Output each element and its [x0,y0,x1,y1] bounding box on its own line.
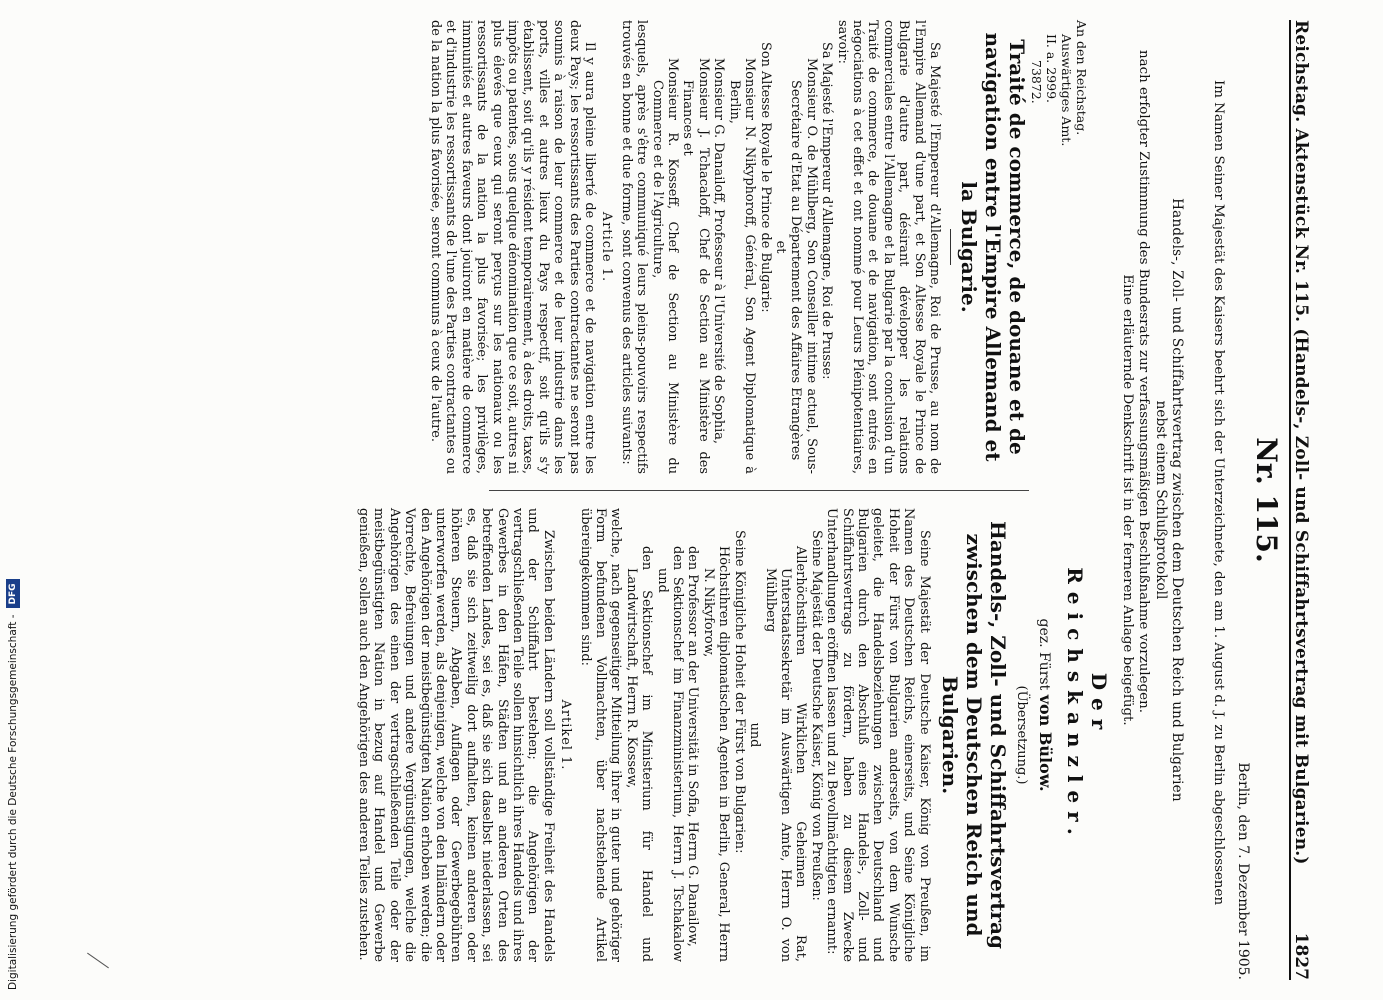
intro-line-3: nebst einem Schlußprotokoll [1153,400,1169,600]
german-plenipotentiary: Allerhöchstihren Wirklichen Geheimen Rat, Unterstaatssekretär im Auswärtigen Amte, Herrn O. von Mühlberg [762,546,809,962]
german-plenipotentiary: den Sektionschef im Ministerium für Handel und Landwirtschaft, Herrn R. Kossew, [623,546,655,962]
french-paragraph: Sa Majesté l'Empereur d'Allemagne, Roi de Prusse, au nom de l'Empire Allemand d'une part, et Son Altesse Royale le Prince de Bulgarie d'autre part, désirant développer les relations commerciales entre l'Allemagne et la Bulgarie par la conclusion d'un Traité de commerce, de douane et de navigation, sont entrés en négociations à cet effet et ont nommé pour Leurs Plénipotentiaires, savoir: [834,20,942,474]
translation-note: (Übersetzung.) [1014,685,1029,785]
addressee-line: An den Reichstag. [1074,20,1089,136]
signature-title: Der Reichskanzler. [1063,567,1111,843]
french-paragraph: lesquels, après s'être communiqué leurs pleins-pouvoirs respectifs trouvés en bonne et due forme, sont convenus des articles suivants: [618,20,650,474]
german-article-heading: Artikel 1. [558,699,574,771]
title-rule [950,229,951,265]
german-paragraph: welche, nach gegenseitiger Mitteilung ihrer in guter und gehöriger Form befundenen Vollmachten, über nachstehende Artikel übereingekommen sind: [577,508,624,962]
french-conjunction: et [772,240,788,254]
french-plenipotentiary: Monsieur J. Tchacaloff, Chef de Section au Ministère des Finances et [680,58,711,474]
intro-line-1: Im Namen Seiner Majestät des Kaisers beehrt sich der Unterzeichnete, den am 1. August d. J. zu Berlin abgeschlossenen [1211,80,1226,906]
french-paragraph: Son Altesse Royale le Prince de Bulgarie: [757,42,773,313]
french-column [428,20,1029,474]
addressee-block [1029,20,1089,146]
french-article-heading: Article 1. [599,211,615,283]
german-paragraph: Seine Königliche Hoheit der Fürst von Bulgarien: [731,530,747,854]
german-plenipotentiary: den Sektionschef im Finanzministerium, Herrn J. Tschakalow und [654,546,686,962]
german-conjunction: und [747,722,763,748]
dfg-logo: DFG [6,579,20,608]
column-divider [489,490,1029,491]
reference-number: II. a. 2999. [1044,34,1059,104]
intro-line-5: Eine erläuternde Denkschrift ist in der ferneren Anlage beigefügt. [1120,274,1135,726]
intro-line-4: nach erfolgter Zustimmung des Bundesrats zur verfassungsmäßigen Beschlußnahme vorzulegen. [1136,50,1151,713]
signature-prefix: gez. Fürst [1036,618,1052,695]
running-header: Reichstag. Aktenstück Nr. 115. (Handels-, Zoll- und Schiffahrtsvertrag mit Bulgarien.) [1291,20,1311,865]
signature-name-line [1036,540,1055,870]
office-line: Auswärtiges Amt. [1059,34,1074,147]
german-plenipotentiary: den Professor an der Universität in Sofia, Herrn G. Danailow, [685,546,701,947]
signature-block [1036,540,1111,870]
french-plenipotentiary: Monsieur R. Kosseff, Chef de Section au Ministère du Commerce et de l'Agriculture, [649,58,681,474]
french-paragraph: Sa Majesté l'Empereur d'Allemagne, Roi de Prusse: [819,42,835,380]
german-paragraph: Seine Majestät der Deutsche Kaiser, König von Preußen, im Namen des Deutschen Reichs, einerseits, und Seine Königliche Hoheit der Fürst von Bulgarien anderseits, von dem Wunsche geleitet, die Handelsbeziehungen zwischen Deutschland und Bulgarien durch den Abschluß eines Handels-, Zoll- und Schiffahrtsvertrags zu fördern, haben zu diesem Zwecke Unterhandlungen eröffnen lassen und zu Bevollmächtigten ernannt: [824,508,932,962]
pencil-mark [87,953,109,969]
intro-line-2: Handels-, Zoll- und Schiffahrtsvertrag zwischen dem Deutschen Reich und Bulgarien [1169,198,1185,802]
french-plenipotentiary: Monsieur O. de Mühlberg, Son Conseiller intime actuel, Sous-Secrétaire d'Etat au Département des Affaires Etrangères [788,58,819,474]
german-plenipotentiary: Höchstihren diplomatischen Agenten in Berlin, General, Herrn N. Nikyforow, [700,546,732,962]
french-plenipotentiary: Monsieur N. Nikyphoroff, Général, Son Agent Diplomatique à Berlin, [726,58,758,474]
file-number: 73872. [1029,60,1044,104]
german-article-text: Zwischen beiden Ländern soll vollständige Freiheit des Handels und der Schiffahrt bestehen; die Angehörigen der vertragschließenden Teile sollen hinsichtlich ihres Handels und ihres Gewerbes in den Häfen, Städten und an anderen Orten des betreffenden Landes, sei es, daß sie sich daselbst niederlassen, sei es, daß sie sich zeitweilig dort aufhalten, keinen anderen oder höheren Steuern, Abgaben, Auflagen oder Gewerbegebühren unterworfen werden, als denjenigen, welche von den Inländern oder den Angehörigen der meistbegünstigten Nation erhoben werden; die Vorrechte, Befreiungen und andere Vergünstigungen, welche die Angehörigen des einen der vertragschließenden Teile oder der meistbegünstigten Nation in bezug auf Handel und Gewerbe genießen, sollen auch den Angehörigen des anderen Teiles zustehen. [355,508,556,962]
document-number: Nr. 115. [1250,437,1283,563]
header-rule [1289,20,1291,980]
french-title: Traité de commerce, de douane et de navigation entre l'Empire Allemand et la Bulgarie. [957,32,1029,462]
signature-name: von Bülow. [1036,694,1055,792]
german-title: Handels-, Zoll- und Schiffahrtsvertrag zwischen dem Deutschen Reich und Bulgarien. [937,521,1010,949]
french-plenipotentiary: Monsieur G. Danailoff, Professeur à l'Université de Sophia, [711,58,727,445]
document-page [28,20,1311,980]
digitization-footer [6,579,20,990]
french-article-text: Il y aura pleine liberté de commerce et de navigation entre les deux Pays; les ressortissants des Parties contractantes ne seront pas soumis à raison de leur commerce et de leur industrie dans les ports, villes et autres lieux du Pays respectif, soit qu'ils s'y établissent, soit qu'ils y résident temporairement, à des droits, taxes, impôts ou patentes, sous quelque dénomination que ce soit, autres ni plus élevés que ceux qui seront perçus sur les nationaux ou les ressortissants de la nation la plus favorisée; les privilèges, immunités et autres faveurs dont jouiront en matière de commerce et d'industrie les ressortissants de l'une des Parties contractantes ou de la nation la plus favorisée, seront communs à ceux de l'autre. [428,20,598,474]
dateline: Berlin, den 7. Dezember 1905. [1235,762,1251,980]
page-number: 1827 [1291,932,1311,980]
german-paragraph: Seine Majestät der Deutsche Kaiser, König von Preußen: [808,530,824,901]
german-column [356,508,1029,962]
footer-text: Digitalisierung gefördert durch die Deutsche Forschungsgemeinschaft - [7,614,19,990]
